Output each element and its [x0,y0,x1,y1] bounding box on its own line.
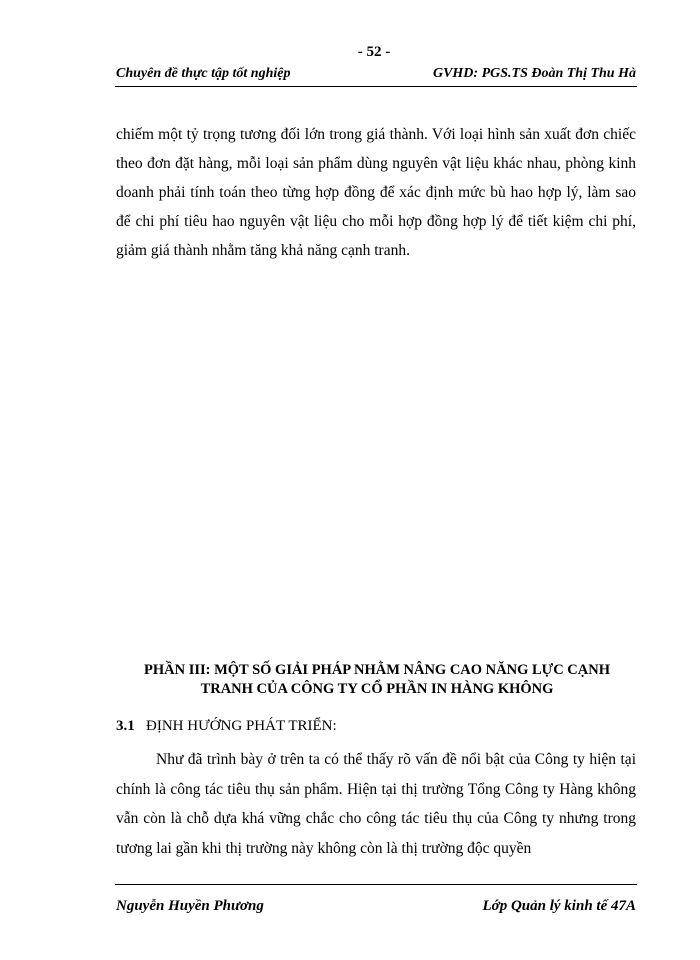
subsection-number: 3.1 [116,718,135,734]
footer-author: Nguyễn Huyền Phương [116,898,264,914]
body-paragraph-2: Như đã trình bày ở trên ta có thể thấy rõ vấn đề nổi bật của Công ty hiện tại chính là công tác tiêu thụ sản phẩm. Hiện tại thị trường Tổng Công ty Hàng không vẫn còn là chỗ dựa khá vững chắc cho công tác tiêu thụ của Công ty nhưng trong tương lai gần khi thị trường này không còn là thị trường độc quyền [116,751,636,857]
section-title-line-1: PHẦN III: MỘT SỐ GIẢI PHÁP NHẰM NÂNG CAO NĂNG LỰC CẠNH [143,662,611,678]
body-paragraph-1: chiếm một tỷ trọng tương đối lớn trong giá thành. Với loại hình sản xuất đơn chiếc theo đơn đặt hàng, mỗi loại sản phẩm dùng nguyên vật liệu khác nhau, phòng kinh doanh phải tính toán theo từng hợp đồng để xác định mức bù hao hợp lý, làm sao để chi phí tiêu hao nguyên vật liệu cho mỗi hợp đồng hợp lý để tiết kiệm chi phí, giảm giá thành nhằm tăng khả năng cạnh tranh. [116,126,636,259]
subsection-heading [116,718,337,735]
section-title-line-2: TRANH CỦA CÔNG TY CỔ PHẦN IN HÀNG KHÔNG [200,681,554,697]
header-divider [115,86,637,87]
footer-class: Lớp Quản lý kinh tế 47A [482,898,636,914]
page-number: - 52 - [357,44,391,60]
section-title [110,661,644,699]
header-supervisor: GVHD: PGS.TS Đoàn Thị Thu Hà [432,66,636,81]
footer-divider [115,884,637,885]
subsection-title: ĐỊNH HƯỚNG PHÁT TRIỂN: [146,718,337,734]
header-document-title: Chuyên đề thực tập tốt nghiệp [116,66,291,81]
